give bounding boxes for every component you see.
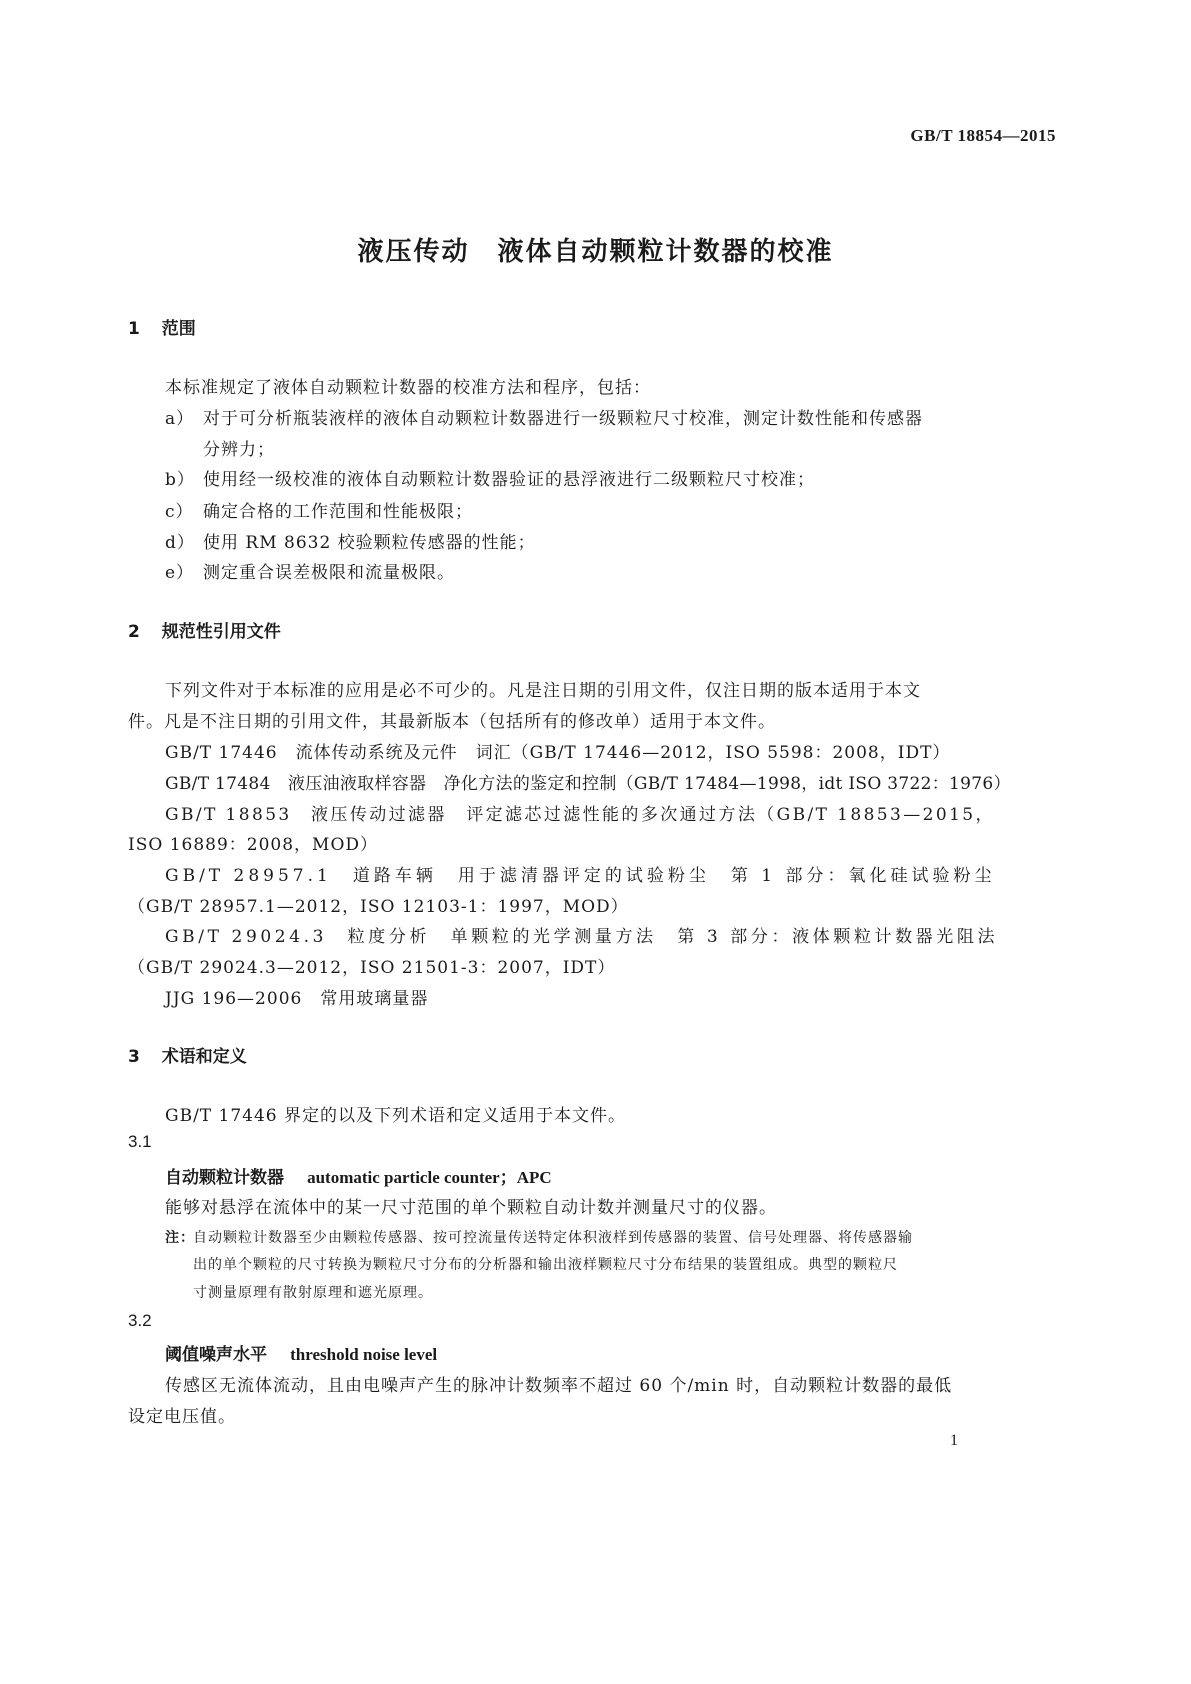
reference-item: GB/T 29024.3 粒度分析 单颗粒的光学测量方法 第 3 部分：液体颗粒计数器光阻法: [165, 927, 999, 947]
page-title: 液压传动 液体自动颗粒计数器的校准: [357, 237, 834, 267]
list-item-e-label: e）: [165, 563, 195, 583]
section-3-intro: GB/T 17446 界定的以及下列术语和定义适用于本文件。: [165, 1106, 627, 1126]
list-item-a-label: a）: [165, 409, 195, 429]
section-number: 1: [128, 319, 140, 339]
note-label: 注：: [165, 1230, 195, 1246]
section-2-intro-1: 下列文件对于本标准的应用是必不可少的。凡是注日期的引用文件，仅注日期的版本适用于本文: [165, 681, 921, 701]
section-2-intro-2: 件。凡是不注日期的引用文件，其最新版本（包括所有的修改单）适用于本文件。: [128, 712, 776, 732]
section-2-heading: [128, 617, 281, 642]
term-chinese: 自动颗粒计数器: [165, 1168, 284, 1188]
term-chinese: 阈值噪声水平: [165, 1345, 267, 1365]
list-item-c-label: c）: [165, 502, 194, 522]
section-title: 规范性引用文件: [161, 622, 281, 642]
list-item-c: 确定合格的工作范围和性能极限；: [203, 502, 473, 522]
term-english: automatic particle counter；APC: [307, 1168, 552, 1187]
section-number: 3: [128, 1047, 140, 1067]
reference-item-cont: （GB/T 28957.1—2012，ISO 12103-1：1997，MOD）: [128, 897, 629, 917]
reference-item: GB/T 18853 液压传动过滤器 评定滤芯过滤性能的多次通过方法（GB/T 18853—2015，: [165, 805, 995, 825]
list-item-b: 使用经一级校准的液体自动颗粒计数器验证的悬浮液进行二级颗粒尺寸校准；: [203, 470, 815, 490]
reference-item: GB/T 17446 流体传动系统及元件 词汇（GB/T 17446—2012，ISO 5598：2008，IDT）: [165, 743, 951, 763]
term-3-2-definition-1: 传感区无流体流动，且由电噪声产生的脉冲计数频率不超过 60 个/min 时，自动颗粒计数器的最低: [165, 1376, 953, 1396]
section-1-intro: 本标准规定了液体自动颗粒计数器的校准方法和程序，包括：: [165, 378, 651, 398]
term-3-1-definition: 能够对悬浮在流体中的某一尺寸范围的单个颗粒自动计数并测量尺寸的仪器。: [165, 1198, 777, 1218]
term-3-1-number: 3.1: [128, 1132, 152, 1151]
term-english: threshold noise level: [290, 1345, 438, 1364]
section-1-heading: [128, 314, 196, 339]
term-3-2-heading: [165, 1340, 437, 1365]
section-number: 2: [128, 622, 140, 642]
list-item-d: 使用 RM 8632 校验颗粒传感器的性能；: [203, 533, 536, 553]
reference-item: GB/T 17484 液压油液取样容器 净化方法的鉴定和控制（GB/T 17484—1998，idt ISO 3722：1976）: [165, 774, 1011, 794]
reference-item: GB/T 28957.1 道路车辆 用于滤清器评定的试验粉尘 第 1 部分：氧化硅试验粉尘: [165, 866, 996, 886]
reference-item-cont: （GB/T 29024.3—2012，ISO 21501-3：2007，IDT）: [128, 958, 616, 978]
list-item-d-label: d）: [165, 533, 195, 553]
reference-item-cont: ISO 16889：2008，MOD）: [128, 835, 379, 855]
reference-item: JJG 196—2006 常用玻璃量器: [165, 989, 429, 1009]
section-title: 范围: [161, 319, 196, 339]
term-3-2-number: 3.2: [128, 1311, 152, 1330]
section-3-heading: [128, 1042, 247, 1067]
term-3-2-definition-2: 设定电压值。: [128, 1407, 236, 1427]
list-item-b-label: b）: [165, 470, 195, 490]
term-3-1-heading: [165, 1163, 552, 1188]
standard-number: GB/T 18854—2015: [910, 126, 1056, 145]
list-item-e: 测定重合误差极限和流量极限。: [203, 563, 455, 583]
note-line: 出的单个颗粒的尺寸转换为颗粒尺寸分布的分析器和输出液样颗粒尺寸分布结果的装置组成。典型的颗粒尺: [193, 1257, 898, 1273]
list-item-a-cont: 分辨力；: [203, 440, 275, 460]
note-line: 自动颗粒计数器至少由颗粒传感器、按可控流量传送特定体积液样到传感器的装置、信号处理器、将传感器输: [193, 1230, 913, 1246]
page-number: 1: [950, 1432, 958, 1449]
list-item-a: 对于可分析瓶装液样的液体自动颗粒计数器进行一级颗粒尺寸校准，测定计数性能和传感器: [203, 409, 923, 429]
note-line: 寸测量原理有散射原理和遮光原理。: [193, 1285, 433, 1301]
section-title: 术语和定义: [161, 1047, 247, 1067]
